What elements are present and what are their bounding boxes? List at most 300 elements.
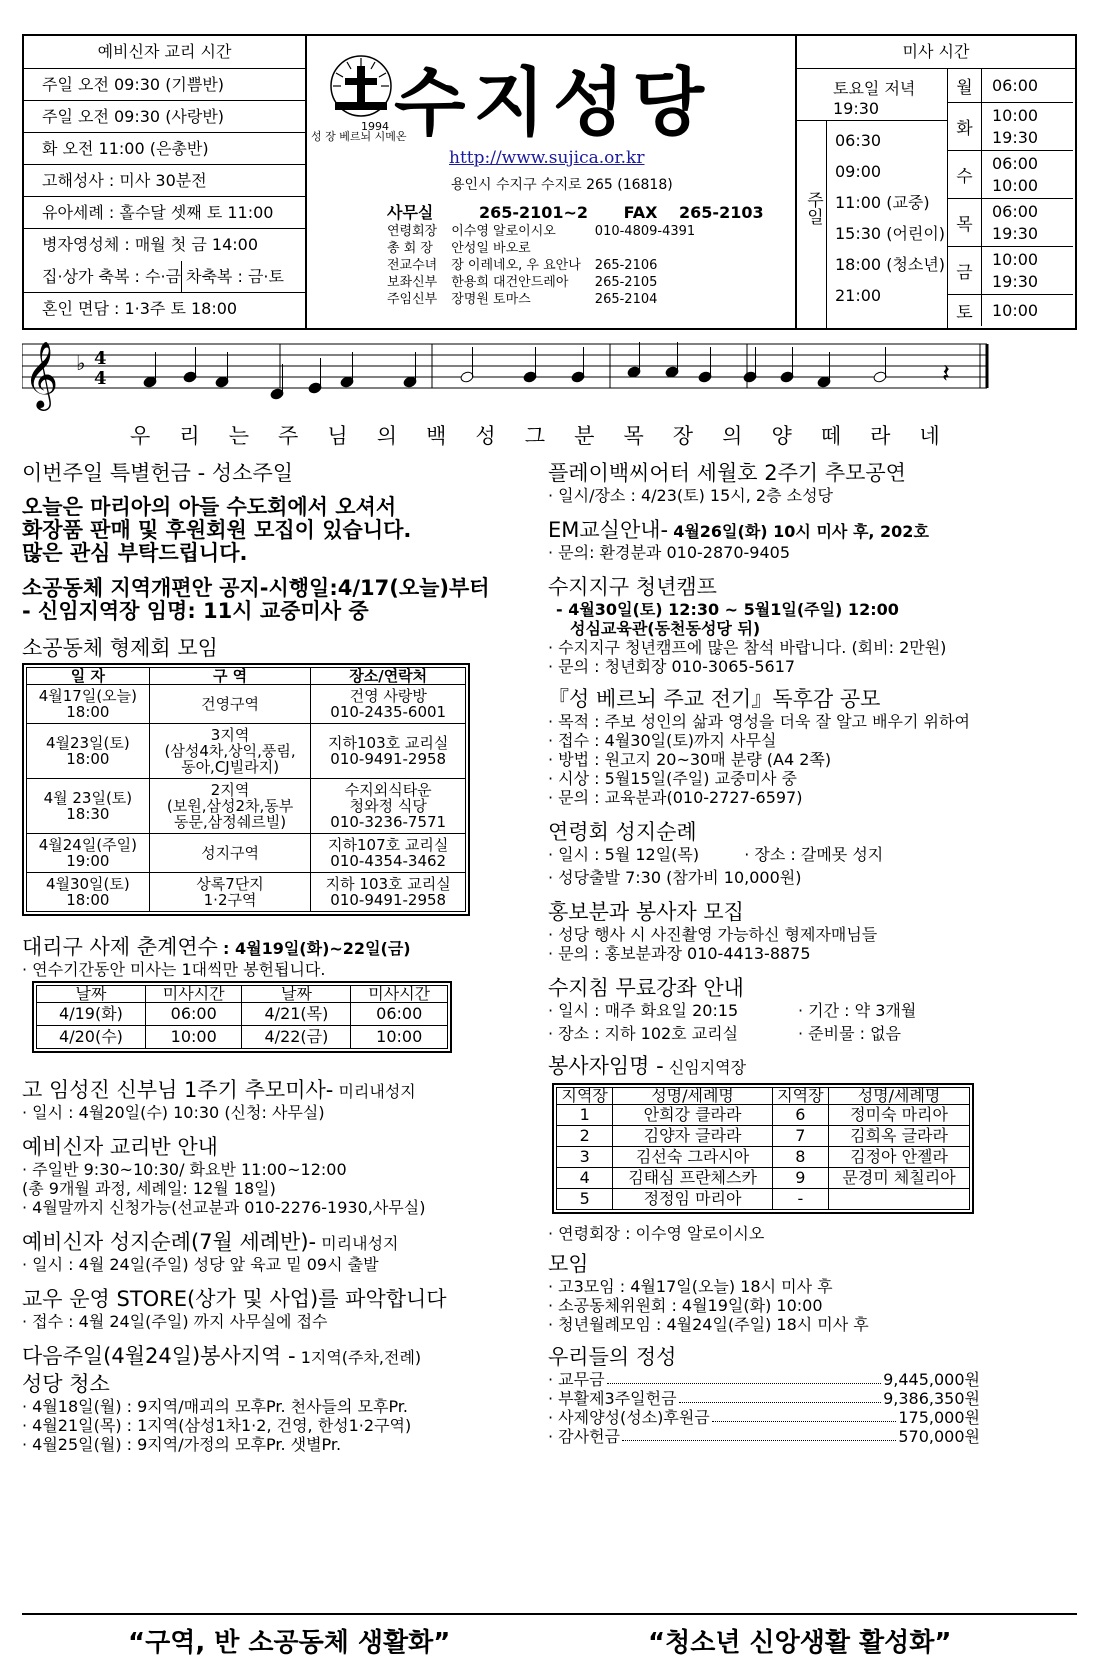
staff-phone: 265-2105: [594, 275, 658, 290]
offering-leader: [712, 1408, 897, 1422]
weekday-row: [948, 199, 1073, 247]
weekday-name: 금: [948, 247, 982, 294]
brothers-cell-area: [149, 873, 311, 912]
lyric-syllable: 성: [475, 424, 496, 448]
brothers-cell-date: [27, 779, 150, 834]
memorial-section: [22, 1077, 527, 1103]
retreat-cell: 06:00: [351, 1003, 448, 1026]
weekday-time: 06:00: [992, 201, 1039, 221]
fax-label: FAX: [623, 203, 658, 222]
book-line: · 접수 : 4월30일(토)까지 사무실: [548, 731, 777, 750]
appoint-cell: 5: [557, 1189, 613, 1210]
staff-name: 이수영 알로이시오: [451, 224, 556, 239]
book-line: · 문의 : 교육분과(010-2727-6597): [548, 788, 803, 807]
cell-line: 010-9491-2958: [330, 750, 447, 768]
retreat-header: 날짜: [37, 986, 146, 1003]
retreat-header: 날짜: [242, 986, 351, 1003]
book-title: 『성 베르뇌 주교 전기』독후감 공모: [548, 687, 881, 711]
em-title: EM교실안내-: [548, 518, 669, 542]
retreat-section: [22, 934, 527, 960]
cell-line: 4월 23일(토): [43, 789, 133, 807]
catechumen-schedule: [24, 36, 307, 328]
appoint-table-frame: [552, 1083, 974, 1214]
book-line: · 방법 : 원고지 20~30매 분량 (A4 2쪽): [548, 750, 832, 769]
service-title: 다음주일(4월24일)봉사지역 -: [22, 1344, 296, 1368]
weekday-masses: [947, 69, 1073, 328]
appoint-cell: 9: [772, 1168, 828, 1189]
offering-row: [548, 1427, 980, 1446]
cell-line: 수지외식타운: [344, 781, 432, 799]
retreat-cell: 10:00: [145, 1026, 242, 1049]
play-title: 플레이백씨어터 세월호 2주기 추모공연: [548, 461, 906, 485]
brothers-row: [27, 834, 466, 873]
pilgrim-section: [22, 1229, 527, 1255]
notice-line: 오늘은 마리아의 아들 수도회에서 오셔서: [22, 495, 397, 519]
staff-name: 안성일 바오로: [451, 241, 531, 256]
weekday-row: [948, 151, 1073, 199]
catechumen-row: 병자영성체 : 매월 첫 금 14:00: [42, 235, 259, 254]
cell-line: 3지역: [210, 726, 250, 744]
music-note: [743, 347, 757, 383]
pr-body: [548, 925, 1068, 963]
staff-list: [387, 223, 709, 308]
staff-phone: 265-2106: [594, 258, 658, 273]
brothers-cell-date: [27, 724, 150, 779]
appoint-cell: 김정아 안젤라: [829, 1147, 970, 1168]
yr-place: · 장소 : 갈메못 성지: [744, 845, 884, 864]
lyric-syllable: 주: [278, 424, 299, 448]
retreat-table: [36, 985, 448, 1049]
weekday-times: [982, 295, 1073, 326]
lyric-syllable: 장: [672, 424, 694, 448]
appoint-cell: 3: [557, 1147, 613, 1168]
appoint-sub: 신임지역장: [668, 1058, 747, 1077]
saturday-label: 토요일 저녁: [833, 79, 916, 98]
music-note: [571, 347, 585, 383]
appoint-row: [557, 1189, 970, 1210]
catechumen-row: 주일 오전 09:30 (사랑반): [24, 101, 305, 133]
staff-row: [387, 240, 709, 257]
appoint-cell: 2: [557, 1126, 613, 1147]
music-note: [627, 342, 641, 378]
appoint-title: 봉사자임명 -: [548, 1054, 664, 1078]
memorial-title: 고 임성진 신부님 1주기 추모미사-: [22, 1078, 334, 1102]
appoint-cell: 안희강 클라라: [613, 1105, 772, 1126]
appoint-row: [557, 1126, 970, 1147]
brothers-row: [27, 779, 466, 834]
rest-icon: 𝄽: [942, 359, 950, 389]
cell-line: 4월30일(토): [45, 875, 130, 893]
cell-line: 지하107호 교리실: [328, 836, 449, 854]
sunday-mass-time: 09:00: [835, 162, 882, 181]
book-body: [548, 712, 1068, 807]
office-label: 사무실: [387, 203, 434, 222]
appoint-header: 지역장: [557, 1088, 613, 1105]
weekday-name: 화: [948, 103, 982, 150]
em-section: [548, 517, 1068, 543]
staff-row: [387, 223, 709, 240]
parish-address: 용인시 수지구 수지로 265 (16818): [451, 177, 673, 193]
retreat-header: 미사시간: [145, 986, 242, 1003]
lyric-syllable: 님: [327, 424, 348, 448]
retreat-table-frame: [32, 981, 452, 1053]
appoint-cell: 김희옥 글라라: [829, 1126, 970, 1147]
weekday-row: [948, 247, 1073, 295]
brothers-cell-date: [27, 834, 150, 873]
cell-line: 010-2435-6001: [330, 703, 447, 721]
brothers-row: [27, 685, 466, 724]
song-lyrics: [130, 420, 940, 450]
weekday-time: 19:30: [992, 271, 1039, 291]
lecture-time: · 일시 : 매주 화요일 20:15: [548, 1001, 739, 1020]
clean-body: [22, 1397, 527, 1454]
book-line: · 목적 : 주보 성인의 삶과 영성을 더욱 잘 알고 배우기 위하여: [548, 712, 970, 731]
meeting-title: 모임: [548, 1252, 589, 1276]
appoint-table: [556, 1087, 970, 1210]
weekday-name: 월: [948, 69, 982, 102]
appoint-cell: 문경미 체칠리아: [829, 1168, 970, 1189]
clean-title: 성당 청소: [22, 1372, 110, 1396]
weekday-row: [948, 69, 1073, 103]
lyric-syllable: 네: [919, 424, 940, 448]
saturday-time: 19:30: [833, 99, 880, 118]
music-note: [308, 358, 322, 394]
appoint-row: [557, 1105, 970, 1126]
office-phone-line: [387, 200, 764, 223]
cell-line: 19:00: [66, 852, 110, 870]
lyric-syllable: 리: [179, 424, 200, 448]
camp-place: 성심교육관(동천동성당 뒤): [570, 619, 761, 638]
offering-label: · 부활제3주일헌금: [548, 1389, 677, 1408]
right-motto: “청소년 신앙생활 활성화”: [648, 1628, 952, 1658]
notice-line: 화장품 판매 및 후원회원 모집이 있습니다.: [22, 518, 412, 542]
cell-line: 건영 사랑방: [349, 687, 427, 705]
sunday-mass-time: 18:00 (청소년): [835, 255, 946, 274]
sunday-mass-time: 06:30: [835, 131, 882, 150]
staff-row: [387, 274, 709, 291]
pr-line: · 성당 행사 시 사진촬영 가능하신 형제자매님들: [548, 925, 878, 944]
clean-line: · 4월21일(목) : 1지역(삼성1차1·2, 건영, 한성1·2구역): [22, 1416, 412, 1435]
yr-title: 연령회 성지순례: [548, 820, 697, 844]
offering-leader: [622, 1427, 896, 1441]
logo-year: 1994: [361, 120, 389, 133]
catechumen-row: 화 오전 11:00 (은총반): [24, 133, 305, 165]
sunday-mass-time: 15:30 (어린이): [835, 224, 946, 243]
music-note: [183, 347, 197, 383]
camp-note: · 수지지구 청년캠프에 많은 참석 바랍니다. (회비: 2만원): [548, 638, 947, 657]
offering-amount: 175,000원: [898, 1408, 980, 1427]
appoint-cell: 김태심 프란체스카: [613, 1168, 772, 1189]
appoint-cell: 1: [557, 1105, 613, 1126]
cell-line: 18:30: [66, 805, 110, 823]
staff-name: 한용희 대건안드레아: [451, 275, 569, 290]
notice-line: 소공동체 지역개편안 공지-시행일:4/17(오늘)부터: [22, 576, 490, 600]
brothers-header: 장소/연락처: [311, 668, 466, 685]
staff-phone: 265-2104: [594, 292, 658, 307]
lyric-syllable: 분: [574, 424, 595, 448]
notice-line: - 신임지역장 임명: 11시 교중미사 중: [22, 599, 369, 623]
brothers-cell-place: [311, 873, 466, 912]
offer-title: 우리들의 정성: [548, 1345, 677, 1369]
cell-line: 지하 103호 교리실: [325, 875, 451, 893]
mass-title: 미사 시간: [797, 36, 1075, 69]
em-date: 4월26일(화) 10시 미사 후, 202호: [673, 522, 929, 541]
meeting-line: · 청년월례모임 : 4월24일(주일) 18시 미사 후: [548, 1315, 869, 1334]
offering-row: [548, 1408, 980, 1427]
cell-line: 18:00: [66, 891, 110, 909]
music-note: [523, 347, 537, 383]
cell-line: 2지역: [210, 781, 250, 799]
cell-line: 동아,CJ빌라지): [181, 758, 280, 776]
appoint-cell: 4: [557, 1168, 613, 1189]
brothers-row: [27, 873, 466, 912]
meeting-line: · 고3모임 : 4월17일(오늘) 18시 미사 후: [548, 1277, 833, 1296]
lyric-syllable: 는: [228, 424, 249, 448]
cell-line: 상록7단지: [196, 875, 264, 893]
appoint-cell: 정미숙 마리아: [829, 1105, 970, 1126]
cell-line: 010-3236-7571: [330, 813, 447, 831]
brothers-cell-place: [311, 834, 466, 873]
lecture-row-2: [548, 1024, 1068, 1043]
lecture-title: 수지침 무료강좌 안내: [548, 976, 744, 1000]
lyric-syllable: 그: [524, 424, 546, 448]
lyric-syllable: 양: [771, 424, 792, 448]
appoint-header: 지역장: [772, 1088, 828, 1105]
staff-role: 전교수녀: [387, 258, 438, 273]
brothers-cell-area: [149, 779, 311, 834]
weekday-name: 토: [948, 295, 982, 326]
appoint-header: 성명/세례명: [613, 1088, 772, 1105]
cell-line: 010-4354-3462: [330, 852, 447, 870]
class-body: [22, 1160, 527, 1217]
service-area: 1지역(주차,전례): [300, 1348, 422, 1367]
retreat-cell: 4/22(금): [242, 1026, 351, 1049]
store-title: 교우 운영 STORE(상가 및 사업)를 파악합니다: [22, 1287, 447, 1311]
retreat-header: 미사시간: [351, 986, 448, 1003]
brothers-cell-area: [149, 724, 311, 779]
sunday-label: 주일: [797, 121, 827, 328]
clean-line: · 4월18일(월) : 9지역/매괴의 모후Pr. 천사들의 모후Pr.: [22, 1397, 409, 1416]
cell-line: (보원,삼성2차,동부: [166, 797, 294, 815]
pr-title: 홍보분과 봉사자 모집: [548, 900, 744, 924]
offering-leader: [607, 1370, 882, 1384]
pilgrim-body: · 일시 : 4월 24일(주일) 성당 앞 육교 밑 09시 출발: [22, 1255, 379, 1274]
flat-sign-icon: ♭: [76, 351, 86, 375]
cell-line: 4월17일(오늘): [38, 687, 137, 705]
retreat-cell: 4/20(수): [37, 1026, 146, 1049]
weekday-time: 10:00: [992, 105, 1039, 125]
weekday-times: [982, 199, 1073, 246]
left-motto: “구역, 반 소공동체 생활화”: [128, 1628, 451, 1658]
cell-line: 18:00: [66, 750, 110, 768]
music-note: [215, 352, 229, 388]
weekday-time: 10:00: [992, 175, 1039, 195]
cell-line: 건영구역: [201, 695, 260, 713]
brothers-cell-place: [311, 724, 466, 779]
parish-info: [309, 36, 793, 328]
book-line: · 시상 : 5월15일(주일) 교중미사 중: [548, 769, 797, 788]
staff-role: 총 회 장: [387, 241, 433, 256]
weekday-time: 10:00: [992, 249, 1039, 269]
weekday-time: 06:00: [992, 75, 1039, 95]
weekday-row: [948, 295, 1073, 326]
appoint-row: [557, 1168, 970, 1189]
appoint-cell: 김양자 글라라: [613, 1126, 772, 1147]
time-sig-bottom: 4: [94, 368, 107, 389]
parish-title: 수지성당: [394, 60, 712, 146]
music-note: [460, 347, 474, 383]
class-title: 예비신자 교리반 안내: [22, 1135, 218, 1159]
lecture-row-1: [548, 1001, 1068, 1020]
brothers-table-frame: [22, 663, 470, 916]
cell-line: 지하103호 교리실: [328, 734, 449, 752]
catechumen-row: 고해성사 : 미사 30분전: [24, 165, 305, 197]
brothers-table: [26, 667, 466, 912]
appoint-cell: [829, 1189, 970, 1210]
service-section: [22, 1343, 527, 1369]
staff-phone: 010-4809-4391: [594, 224, 696, 239]
music-note: [780, 347, 794, 383]
appoint-cell: -: [772, 1189, 828, 1210]
weekday-times: [982, 247, 1073, 294]
offering-list: [548, 1370, 980, 1446]
retreat-cell: 06:00: [145, 1003, 242, 1026]
treble-clef-icon: 𝄞: [24, 340, 59, 408]
brothers-cell-date: [27, 873, 150, 912]
appoint-cell: 정정임 마리아: [613, 1189, 772, 1210]
appoint-cell: 8: [772, 1147, 828, 1168]
brothers-title: 소공동체 형제회 모임: [22, 636, 218, 660]
weekday-times: [982, 103, 1073, 150]
lyric-syllable: 백: [426, 424, 447, 448]
music-note: [817, 352, 831, 388]
weekday-time: 19:30: [992, 127, 1039, 147]
yr-date: · 일시 : 5월 12일(목): [548, 845, 700, 864]
yr-depart: · 성당출발 7:30 (참가비 10,000원): [548, 868, 802, 887]
lecture-place: · 장소 : 지하 102호 교리실: [548, 1024, 739, 1043]
music-note: [665, 342, 679, 378]
time-sig-top: 4: [94, 348, 107, 369]
clean-line: · 4월25일(월) : 9지역/가정의 모후Pr. 샛별Pr.: [22, 1435, 342, 1454]
brothers-cell-area: [149, 685, 311, 724]
notice-line: 많은 관심 부탁드립니다.: [22, 541, 248, 565]
parish-url-link[interactable]: http://www.sujica.or.kr: [449, 148, 645, 168]
em-body: · 문의: 환경분과 010-2870-9405: [548, 543, 790, 562]
cell-line: 4월23일(토): [45, 734, 130, 752]
pilgrim-place: 미리내성지: [321, 1234, 399, 1253]
logo-caption: 성 장 베르뇌 시메온: [311, 130, 407, 143]
brothers-cell-area: [149, 834, 311, 873]
cell-line: 청와정 식당: [349, 797, 427, 815]
offering-label: · 교무금: [548, 1370, 605, 1389]
retreat-cell: 4/21(목): [242, 1003, 351, 1026]
wedding-row: 혼인 면담 : 1·3주 토 18:00: [42, 299, 238, 318]
cell-line: 18:00: [66, 703, 110, 721]
music-note: [143, 352, 157, 388]
music-staff: [22, 332, 1022, 412]
pilgrim-title: 예비신자 성지순례(7월 세례반)-: [22, 1230, 317, 1254]
community-notice: [22, 577, 527, 623]
weekday-name: 수: [948, 151, 982, 198]
lyric-syllable: 우: [130, 424, 151, 448]
bulletin-header: [22, 34, 1077, 330]
meeting-body: [548, 1277, 1068, 1334]
catechumen-row: 유아세례 : 홀수달 셋째 토 11:00: [24, 197, 305, 229]
staff-row: [387, 257, 709, 274]
brothers-cell-date: [27, 685, 150, 724]
cell-line: 4월24일(주일): [38, 836, 137, 854]
play-body: · 일시/장소 : 4/23(토) 15시, 2층 소성당: [548, 486, 833, 505]
camp-title: 수지지구 청년캠프: [548, 575, 717, 599]
lyric-syllable: 의: [376, 424, 398, 448]
retreat-title: 대리구 사제 춘계연수: [22, 935, 218, 959]
lyric-syllable: 떼: [820, 424, 842, 448]
weekday-name: 목: [948, 199, 982, 246]
staff-phone: [595, 240, 709, 257]
lyric-syllable: 의: [722, 424, 743, 448]
retreat-cell: 4/19(화): [37, 1003, 146, 1026]
catechumen-title: 예비신자 교리 시간: [24, 36, 305, 69]
retreat-dates: : 4월19일(화)~22일(금): [223, 939, 411, 958]
music-note: [873, 347, 887, 383]
sunday-mass-time: 11:00 (교중): [835, 193, 930, 212]
lecture-supplies: · 준비물 : 없음: [798, 1024, 902, 1043]
appoint-header: 성명/세례명: [829, 1088, 970, 1105]
offering-row: [548, 1370, 980, 1389]
appoint-cell: 7: [772, 1126, 828, 1147]
weekday-times: [982, 69, 1073, 102]
cell-line: 010-9491-2958: [330, 891, 447, 909]
cell-line: 1·2구역: [203, 891, 257, 909]
music-note: [698, 347, 712, 383]
weekday-row: [948, 103, 1073, 151]
class-line: (총 9개월 과정, 세례일: 12월 18일): [22, 1179, 276, 1198]
brothers-row: [27, 724, 466, 779]
memorial-body: · 일시 : 4월20일(수) 10:30 (신청: 사무실): [22, 1103, 325, 1122]
weekday-times: [982, 151, 1073, 198]
right-column: [548, 460, 1068, 1446]
office-phone: 265-2101~2: [478, 203, 589, 222]
pr-line: · 문의 : 홍보분과장 010-4413-8875: [548, 944, 811, 963]
cell-line: (삼성4차,상익,풍림,: [164, 742, 296, 760]
meeting-line: · 소공동체위원회 : 4월19일(화) 10:00: [548, 1296, 823, 1315]
offering-row: [548, 1389, 980, 1408]
store-body: · 접수 : 4월 24일(주일) 까지 사무실에 접수: [22, 1312, 328, 1331]
fax-number: 265-2103: [679, 203, 764, 222]
weekday-time: 19:30: [992, 223, 1039, 243]
saturday-mass: [797, 69, 947, 121]
offering-leader: [679, 1389, 882, 1403]
lyric-syllable: 라: [870, 424, 891, 448]
offering-amount: 9,386,350원: [883, 1389, 980, 1408]
brothers-cell-place: [311, 685, 466, 724]
offering-amount: 570,000원: [898, 1427, 980, 1446]
retreat-cell: 10:00: [351, 1026, 448, 1049]
sunday-mass-time: 21:00: [835, 286, 882, 305]
house-blessing: 집·상가 축복 : 수·금: [42, 267, 182, 286]
music-note: [270, 364, 284, 400]
offering-label: · 감사헌금: [548, 1427, 620, 1446]
camp-notes: [548, 638, 1068, 676]
catechumen-row: 주일 오전 09:30 (기쁨반): [24, 69, 305, 101]
cosmetics-notice: [22, 496, 527, 565]
staff-name: 장 이레네오, 우 요안나: [451, 258, 581, 273]
staff-role: 주임신부: [387, 292, 438, 307]
offering-notice: 이번주일 특별헌금 - 성소주일: [22, 461, 294, 485]
sunday-masses: [827, 121, 947, 328]
footer-divider: [22, 1613, 1077, 1615]
offering-amount: 9,445,000원: [883, 1370, 980, 1389]
